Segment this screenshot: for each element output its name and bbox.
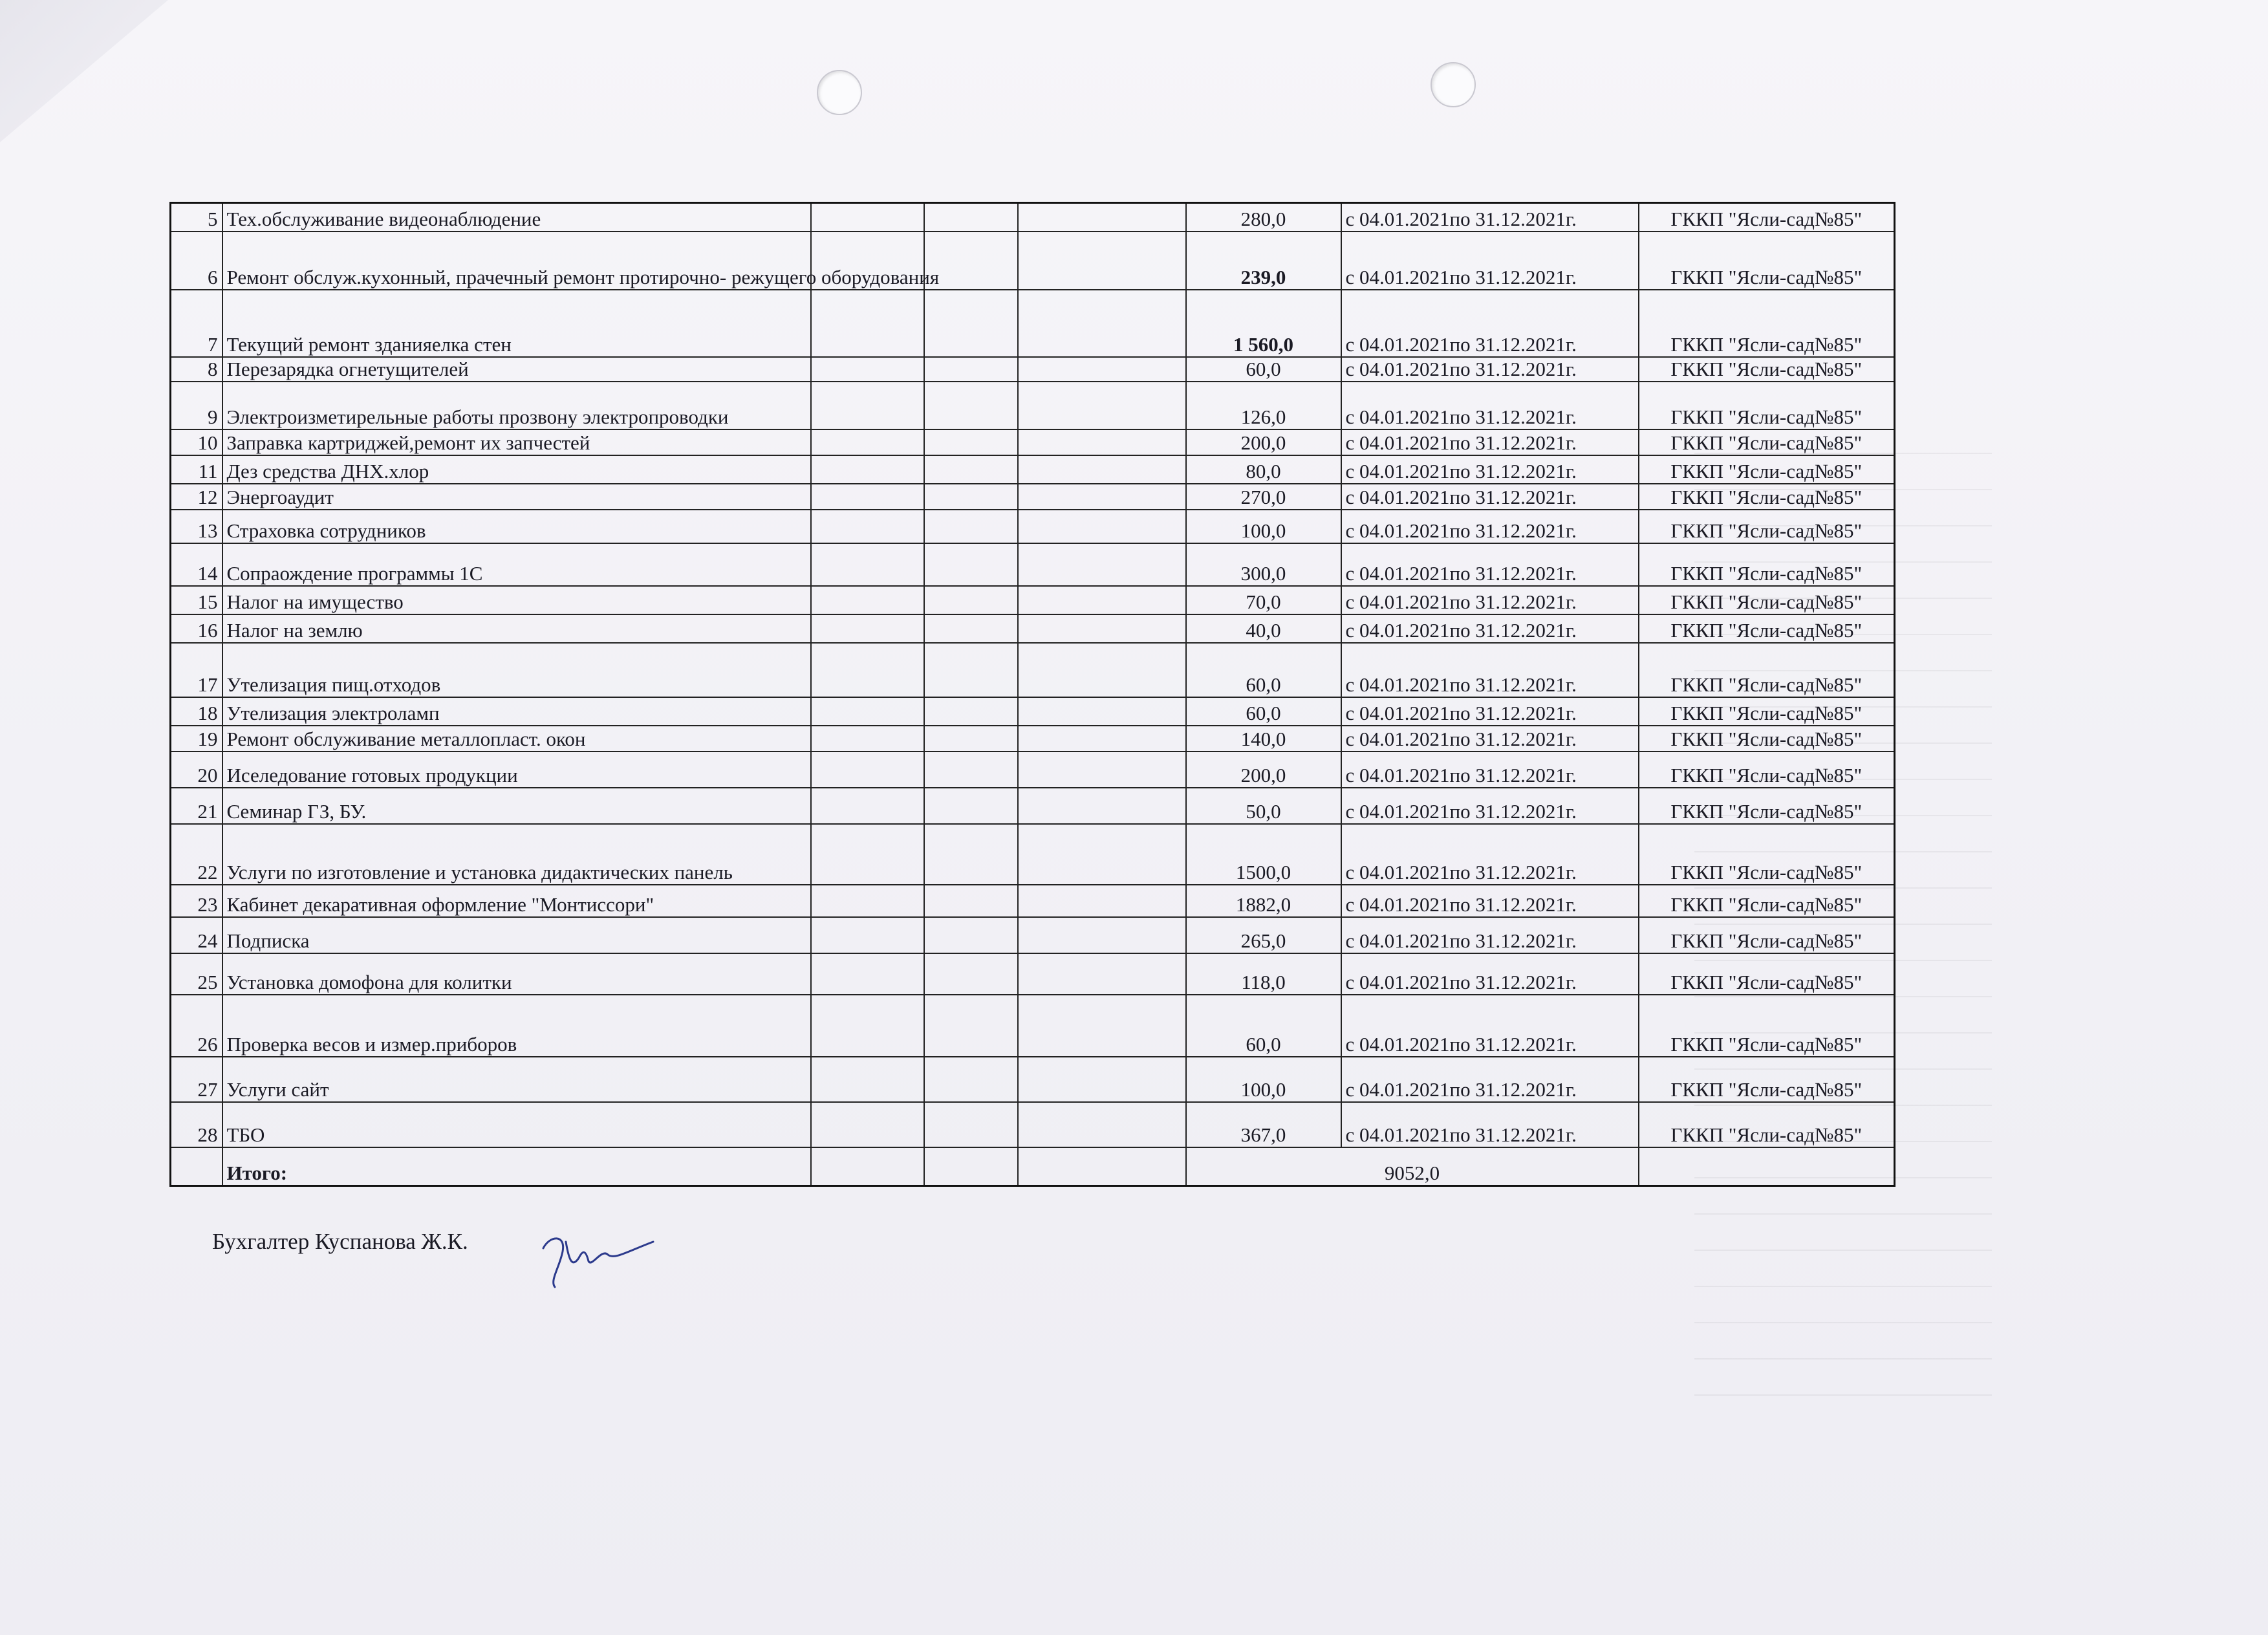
row-organization: ГККП "Ясли-сад№85" bbox=[1639, 953, 1895, 995]
row-empty-cell bbox=[811, 885, 924, 917]
row-amount: 126,0 bbox=[1186, 382, 1341, 429]
table-row bbox=[171, 917, 1895, 953]
row-organization: ГККП "Ясли-сад№85" bbox=[1639, 1057, 1895, 1102]
row-empty-cell bbox=[811, 726, 924, 752]
row-period: с 04.01.2021по 31.12.2021г. bbox=[1341, 885, 1639, 917]
row-empty-cell bbox=[1018, 995, 1186, 1057]
row-period: с 04.01.2021по 31.12.2021г. bbox=[1341, 543, 1639, 586]
row-organization: ГККП "Ясли-сад№85" bbox=[1639, 290, 1895, 357]
row-organization: ГККП "Ясли-сад№85" bbox=[1639, 614, 1895, 643]
row-empty-cell bbox=[1018, 543, 1186, 586]
row-amount: 50,0 bbox=[1186, 788, 1341, 824]
row-amount: 118,0 bbox=[1186, 953, 1341, 995]
table-row bbox=[171, 357, 1895, 382]
row-empty-cell bbox=[811, 203, 924, 232]
row-empty-cell bbox=[811, 917, 924, 953]
row-description: Электроизметирельные работы прозвону электропроводки bbox=[222, 382, 811, 429]
table-row bbox=[171, 995, 1895, 1057]
row-organization: ГККП "Ясли-сад№85" bbox=[1639, 752, 1895, 788]
row-empty-cell bbox=[811, 290, 924, 357]
row-empty-cell bbox=[1018, 203, 1186, 232]
row-description: Утелизация пищ.отходов bbox=[222, 643, 811, 697]
row-number: 14 bbox=[171, 543, 222, 586]
row-amount: 280,0 bbox=[1186, 203, 1341, 232]
row-period: с 04.01.2021по 31.12.2021г. bbox=[1341, 429, 1639, 455]
row-empty-cell bbox=[811, 484, 924, 510]
row-organization: ГККП "Ясли-сад№85" bbox=[1639, 917, 1895, 953]
row-organization: ГККП "Ясли-сад№85" bbox=[1639, 1102, 1895, 1147]
row-amount: 200,0 bbox=[1186, 429, 1341, 455]
row-empty-cell bbox=[1018, 357, 1186, 382]
row-empty-cell bbox=[1018, 510, 1186, 543]
table-row bbox=[171, 788, 1895, 824]
row-organization: ГККП "Ясли-сад№85" bbox=[1639, 232, 1895, 290]
row-amount: 100,0 bbox=[1186, 1057, 1341, 1102]
row-empty-cell bbox=[811, 586, 924, 614]
expense-table bbox=[169, 202, 1895, 1187]
row-empty-cell bbox=[811, 995, 924, 1057]
table-row bbox=[171, 429, 1895, 455]
row-description: Утелизация электроламп bbox=[222, 697, 811, 726]
table-row bbox=[171, 203, 1895, 232]
row-period: с 04.01.2021по 31.12.2021г. bbox=[1341, 643, 1639, 697]
row-number: 22 bbox=[171, 824, 222, 885]
row-empty-cell bbox=[1018, 455, 1186, 484]
row-empty-cell bbox=[924, 614, 1018, 643]
row-number: 13 bbox=[171, 510, 222, 543]
row-period: с 04.01.2021по 31.12.2021г. bbox=[1341, 726, 1639, 752]
row-empty-cell bbox=[1018, 697, 1186, 726]
row-description: ТБО bbox=[222, 1102, 811, 1147]
table-row bbox=[171, 510, 1895, 543]
row-organization: ГККП "Ясли-сад№85" bbox=[1639, 885, 1895, 917]
row-amount: 60,0 bbox=[1186, 697, 1341, 726]
row-organization: ГККП "Ясли-сад№85" bbox=[1639, 788, 1895, 824]
row-empty-cell bbox=[1018, 788, 1186, 824]
table-row bbox=[171, 455, 1895, 484]
row-empty-cell bbox=[811, 824, 924, 885]
row-amount: 300,0 bbox=[1186, 543, 1341, 586]
row-empty-cell bbox=[924, 643, 1018, 697]
row-description: Иселедование готовых продукции bbox=[222, 752, 811, 788]
row-number: 21 bbox=[171, 788, 222, 824]
row-empty-cell bbox=[1018, 382, 1186, 429]
row-organization: ГККП "Ясли-сад№85" bbox=[1639, 203, 1895, 232]
row-description: Установка домофона для колитки bbox=[222, 953, 811, 995]
row-number: 10 bbox=[171, 429, 222, 455]
row-empty-cell bbox=[1018, 1057, 1186, 1102]
row-empty-cell bbox=[924, 357, 1018, 382]
total-empty-cell bbox=[811, 1147, 924, 1186]
row-empty-cell bbox=[1018, 824, 1186, 885]
row-description: Ремонт обслуж.кухонный, прачечный ремонт протирочно- режущего оборудования bbox=[222, 232, 811, 290]
row-organization: ГККП "Ясли-сад№85" bbox=[1639, 455, 1895, 484]
row-empty-cell bbox=[924, 697, 1018, 726]
total-empty-cell bbox=[1639, 1147, 1895, 1186]
table-row bbox=[171, 586, 1895, 614]
row-organization: ГККП "Ясли-сад№85" bbox=[1639, 382, 1895, 429]
row-number: 6 bbox=[171, 232, 222, 290]
row-description: Семинар ГЗ, БУ. bbox=[222, 788, 811, 824]
row-amount: 1882,0 bbox=[1186, 885, 1341, 917]
accountant-line: Бухгалтер Куспанова Ж.К. bbox=[212, 1229, 468, 1254]
row-period: с 04.01.2021по 31.12.2021г. bbox=[1341, 510, 1639, 543]
row-period: с 04.01.2021по 31.12.2021г. bbox=[1341, 752, 1639, 788]
row-empty-cell bbox=[811, 510, 924, 543]
row-description: Ремонт обслуживание металлопласт. окон bbox=[222, 726, 811, 752]
row-period: с 04.01.2021по 31.12.2021г. bbox=[1341, 357, 1639, 382]
row-empty-cell bbox=[1018, 290, 1186, 357]
row-number: 16 bbox=[171, 614, 222, 643]
row-number: 27 bbox=[171, 1057, 222, 1102]
row-empty-cell bbox=[1018, 917, 1186, 953]
table-row bbox=[171, 232, 1895, 290]
row-empty-cell bbox=[811, 429, 924, 455]
row-amount: 70,0 bbox=[1186, 586, 1341, 614]
row-amount: 140,0 bbox=[1186, 726, 1341, 752]
table-row bbox=[171, 484, 1895, 510]
row-empty-cell bbox=[811, 1102, 924, 1147]
folded-corner bbox=[0, 0, 168, 142]
row-empty-cell bbox=[924, 995, 1018, 1057]
row-number: 17 bbox=[171, 643, 222, 697]
row-number: 24 bbox=[171, 917, 222, 953]
total-empty-cell bbox=[1018, 1147, 1186, 1186]
row-description: Подписка bbox=[222, 917, 811, 953]
row-description: Заправка картриджей,ремонт их запчестей bbox=[222, 429, 811, 455]
row-empty-cell bbox=[924, 726, 1018, 752]
table-row bbox=[171, 697, 1895, 726]
row-organization: ГККП "Ясли-сад№85" bbox=[1639, 726, 1895, 752]
row-description: Страховка сотрудников bbox=[222, 510, 811, 543]
row-empty-cell bbox=[924, 752, 1018, 788]
row-period: с 04.01.2021по 31.12.2021г. bbox=[1341, 232, 1639, 290]
row-number: 18 bbox=[171, 697, 222, 726]
row-empty-cell bbox=[924, 953, 1018, 995]
row-number: 26 bbox=[171, 995, 222, 1057]
row-number: 11 bbox=[171, 455, 222, 484]
row-organization: ГККП "Ясли-сад№85" bbox=[1639, 510, 1895, 543]
row-description: Налог на землю bbox=[222, 614, 811, 643]
row-description: Текущий ремонт зданияелка стен bbox=[222, 290, 811, 357]
row-organization: ГККП "Ясли-сад№85" bbox=[1639, 357, 1895, 382]
row-empty-cell bbox=[1018, 953, 1186, 995]
row-empty-cell bbox=[811, 697, 924, 726]
row-description: Тех.обслуживание видеонаблюдение bbox=[222, 203, 811, 232]
row-empty-cell bbox=[811, 752, 924, 788]
row-period: с 04.01.2021по 31.12.2021г. bbox=[1341, 1102, 1639, 1147]
signature-image bbox=[530, 1222, 660, 1294]
table-row bbox=[171, 614, 1895, 643]
row-description: Услуги по изготовление и установка дидактических панель bbox=[222, 824, 811, 885]
row-empty-cell bbox=[811, 953, 924, 995]
row-amount: 270,0 bbox=[1186, 484, 1341, 510]
row-empty-cell bbox=[1018, 643, 1186, 697]
row-organization: ГККП "Ясли-сад№85" bbox=[1639, 824, 1895, 885]
total-row bbox=[171, 1147, 1895, 1186]
row-number: 20 bbox=[171, 752, 222, 788]
row-empty-cell bbox=[1018, 752, 1186, 788]
row-amount: 265,0 bbox=[1186, 917, 1341, 953]
row-organization: ГККП "Ясли-сад№85" bbox=[1639, 995, 1895, 1057]
row-period: с 04.01.2021по 31.12.2021г. bbox=[1341, 995, 1639, 1057]
row-period: с 04.01.2021по 31.12.2021г. bbox=[1341, 614, 1639, 643]
row-description: Проверка весов и измер.приборов bbox=[222, 995, 811, 1057]
row-amount: 1500,0 bbox=[1186, 824, 1341, 885]
row-number: 5 bbox=[171, 203, 222, 232]
row-period: с 04.01.2021по 31.12.2021г. bbox=[1341, 1057, 1639, 1102]
row-empty-cell bbox=[924, 885, 1018, 917]
row-empty-cell bbox=[924, 1057, 1018, 1102]
row-empty-cell bbox=[1018, 885, 1186, 917]
row-number: 7 bbox=[171, 290, 222, 357]
table-row bbox=[171, 643, 1895, 697]
row-organization: ГККП "Ясли-сад№85" bbox=[1639, 697, 1895, 726]
table-row bbox=[171, 824, 1895, 885]
row-empty-cell bbox=[924, 484, 1018, 510]
row-empty-cell bbox=[811, 357, 924, 382]
row-description: Сопраождение программы 1С bbox=[222, 543, 811, 586]
row-number: 12 bbox=[171, 484, 222, 510]
row-empty-cell bbox=[1018, 429, 1186, 455]
table-row bbox=[171, 543, 1895, 586]
row-description: Перезарядка огнетущителей bbox=[222, 357, 811, 382]
row-description: Налог на имущество bbox=[222, 586, 811, 614]
row-organization: ГККП "Ясли-сад№85" bbox=[1639, 543, 1895, 586]
row-empty-cell bbox=[811, 1057, 924, 1102]
row-empty-cell bbox=[924, 429, 1018, 455]
total-empty-cell bbox=[924, 1147, 1018, 1186]
row-empty-cell bbox=[924, 1102, 1018, 1147]
row-number: 9 bbox=[171, 382, 222, 429]
punch-hole-left bbox=[817, 70, 862, 115]
row-organization: ГККП "Ясли-сад№85" bbox=[1639, 643, 1895, 697]
row-empty-cell bbox=[811, 643, 924, 697]
total-value: 9052,0 bbox=[1186, 1147, 1639, 1186]
table-row bbox=[171, 290, 1895, 357]
row-empty-cell bbox=[1018, 614, 1186, 643]
row-amount: 60,0 bbox=[1186, 357, 1341, 382]
row-number: 28 bbox=[171, 1102, 222, 1147]
row-period: с 04.01.2021по 31.12.2021г. bbox=[1341, 203, 1639, 232]
row-organization: ГККП "Ясли-сад№85" bbox=[1639, 586, 1895, 614]
row-number: 8 bbox=[171, 357, 222, 382]
row-amount: 200,0 bbox=[1186, 752, 1341, 788]
row-empty-cell bbox=[811, 455, 924, 484]
table-row bbox=[171, 382, 1895, 429]
row-organization: ГККП "Ясли-сад№85" bbox=[1639, 484, 1895, 510]
row-empty-cell bbox=[924, 203, 1018, 232]
row-empty-cell bbox=[924, 382, 1018, 429]
row-period: с 04.01.2021по 31.12.2021г. bbox=[1341, 788, 1639, 824]
row-empty-cell bbox=[924, 290, 1018, 357]
table-row bbox=[171, 1102, 1895, 1147]
row-empty-cell bbox=[924, 510, 1018, 543]
row-empty-cell bbox=[811, 543, 924, 586]
row-empty-cell bbox=[1018, 232, 1186, 290]
row-amount: 239,0 bbox=[1186, 232, 1341, 290]
row-empty-cell bbox=[1018, 484, 1186, 510]
row-organization: ГККП "Ясли-сад№85" bbox=[1639, 429, 1895, 455]
row-amount: 40,0 bbox=[1186, 614, 1341, 643]
row-amount: 60,0 bbox=[1186, 643, 1341, 697]
row-empty-cell bbox=[1018, 586, 1186, 614]
row-period: с 04.01.2021по 31.12.2021г. bbox=[1341, 824, 1639, 885]
table-row bbox=[171, 885, 1895, 917]
row-amount: 80,0 bbox=[1186, 455, 1341, 484]
row-empty-cell bbox=[1018, 1102, 1186, 1147]
row-empty-cell bbox=[811, 788, 924, 824]
row-number: 19 bbox=[171, 726, 222, 752]
row-empty-cell bbox=[811, 614, 924, 643]
row-empty-cell bbox=[924, 543, 1018, 586]
row-empty-cell bbox=[924, 788, 1018, 824]
row-description: Энергоаудит bbox=[222, 484, 811, 510]
row-empty-cell bbox=[924, 586, 1018, 614]
row-description: Услуги сайт bbox=[222, 1057, 811, 1102]
row-amount: 100,0 bbox=[1186, 510, 1341, 543]
row-description: Дез средства ДНХ.хлор bbox=[222, 455, 811, 484]
row-number: 15 bbox=[171, 586, 222, 614]
row-period: с 04.01.2021по 31.12.2021г. bbox=[1341, 917, 1639, 953]
row-period: с 04.01.2021по 31.12.2021г. bbox=[1341, 290, 1639, 357]
row-period: с 04.01.2021по 31.12.2021г. bbox=[1341, 953, 1639, 995]
row-period: с 04.01.2021по 31.12.2021г. bbox=[1341, 586, 1639, 614]
row-period: с 04.01.2021по 31.12.2021г. bbox=[1341, 455, 1639, 484]
row-amount: 367,0 bbox=[1186, 1102, 1341, 1147]
row-amount: 1 560,0 bbox=[1186, 290, 1341, 357]
expense-table-wrapper bbox=[169, 202, 1894, 1187]
row-amount: 60,0 bbox=[1186, 995, 1341, 1057]
row-period: с 04.01.2021по 31.12.2021г. bbox=[1341, 382, 1639, 429]
row-period: с 04.01.2021по 31.12.2021г. bbox=[1341, 484, 1639, 510]
expense-table-body bbox=[171, 203, 1895, 1186]
row-empty-cell bbox=[811, 382, 924, 429]
table-row bbox=[171, 752, 1895, 788]
table-row bbox=[171, 953, 1895, 995]
row-empty-cell bbox=[924, 917, 1018, 953]
row-empty-cell bbox=[924, 824, 1018, 885]
row-description: Кабинет декаративная оформление "Монтиссори" bbox=[222, 885, 811, 917]
row-empty-cell bbox=[924, 455, 1018, 484]
total-label: Итого: bbox=[222, 1147, 811, 1186]
row-number: 23 bbox=[171, 885, 222, 917]
row-number: 25 bbox=[171, 953, 222, 995]
total-num-cell bbox=[171, 1147, 222, 1186]
row-empty-cell bbox=[1018, 726, 1186, 752]
table-row bbox=[171, 1057, 1895, 1102]
row-period: с 04.01.2021по 31.12.2021г. bbox=[1341, 697, 1639, 726]
table-row bbox=[171, 726, 1895, 752]
punch-hole-right bbox=[1431, 62, 1476, 107]
